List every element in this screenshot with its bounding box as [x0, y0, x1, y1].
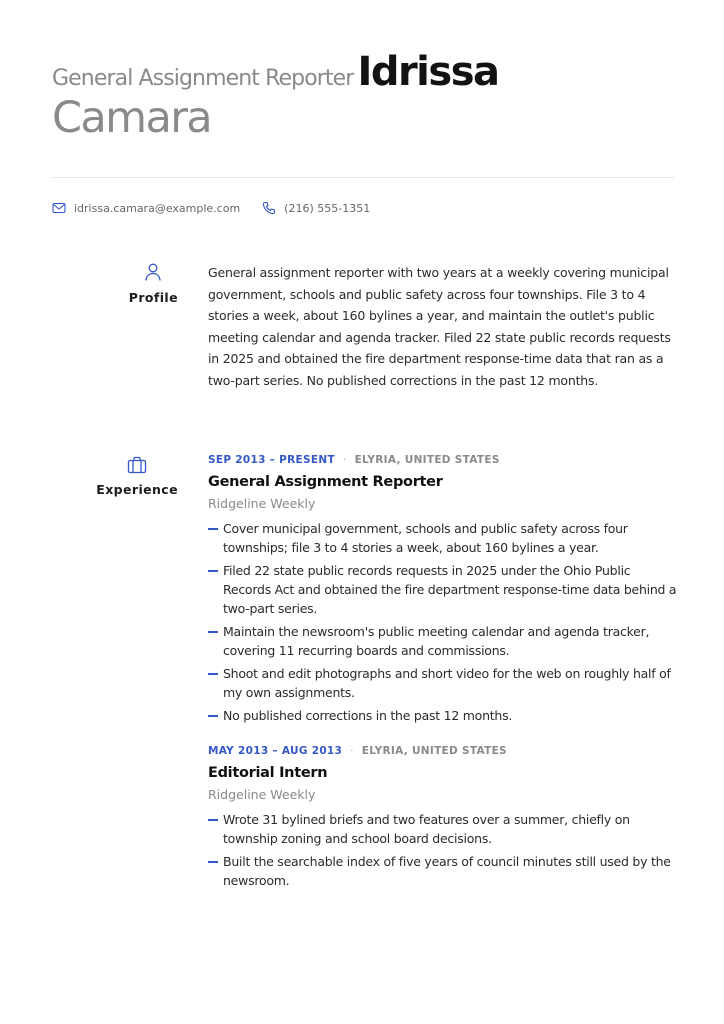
experience-side	[96, 456, 178, 497]
name-line	[52, 49, 674, 95]
job-company: Ridgeline Weekly	[208, 787, 316, 802]
job-bullets	[208, 519, 678, 725]
job-bullet: Cover municipal government, schools and public safety across four townships; file 3 to 4 stories a week, about 160 bylines a year.	[208, 519, 678, 557]
phone-text[interactable]: (216) 555-1351	[284, 201, 371, 215]
profile-summary: General assignment reporter with two years at a weekly covering municipal government, schools and public safety across four townships. File 3 to 4 stories a week, about 160 bylines a year, and maintain the outlet's public meeting calendar and agenda tracker. Filed 22 state public records requests in 2025 and obtained the fire department response-time data that ran as a two-part series. No published corrections in the past 12 months.	[208, 265, 671, 388]
profile-side	[129, 262, 178, 305]
job-title: General Assignment Reporter	[208, 474, 443, 490]
phone-icon	[262, 201, 276, 215]
job-dates: SEP 2013 – PRESENT	[208, 454, 335, 466]
meta-separator: ·	[342, 454, 347, 466]
job-meta	[208, 745, 678, 757]
job-location: ELYRIA, UNITED STATES	[361, 745, 507, 757]
email-contact[interactable]	[52, 202, 240, 215]
experience-body	[208, 454, 678, 910]
experience-heading: Experience	[96, 482, 178, 497]
last-name: Camara	[52, 93, 212, 143]
job-bullet: Built the searchable index of five years of council minutes still used by the newsroom.	[208, 852, 678, 890]
user-icon	[144, 262, 162, 282]
job-role: General Assignment Reporter	[52, 66, 354, 91]
job-title: Editorial Intern	[208, 765, 328, 781]
job-entry	[208, 745, 678, 890]
job-bullet: Filed 22 state public records requests in 2025 under the Ohio Public Records Act and obtained the fire department response-time data behind a two-part series.	[208, 561, 678, 618]
mail-icon	[52, 202, 66, 214]
job-location: ELYRIA, UNITED STATES	[354, 454, 500, 466]
first-name: Idrissa	[357, 49, 499, 95]
contact-bar	[52, 201, 392, 215]
email-text[interactable]: idrissa.camara@example.com	[74, 201, 241, 215]
job-bullet: Shoot and edit photographs and short video for the web on roughly half of my own assignments.	[208, 664, 678, 702]
profile-heading: Profile	[128, 290, 178, 305]
job-dates: MAY 2013 – AUG 2013	[208, 745, 343, 757]
profile-body	[208, 262, 678, 392]
briefcase-icon	[127, 456, 147, 474]
phone-contact[interactable]	[262, 201, 370, 215]
job-bullet: Maintain the newsroom's public meeting calendar and agenda tracker, covering 11 recurring boards and commissions.	[208, 622, 678, 660]
resume-header	[52, 49, 674, 143]
job-bullets	[208, 810, 678, 890]
job-meta	[208, 454, 678, 466]
job-bullet: No published corrections in the past 12 months.	[208, 706, 678, 725]
job-entry	[208, 454, 678, 725]
meta-separator: ·	[350, 745, 354, 757]
header-divider	[52, 177, 674, 178]
job-company: Ridgeline Weekly	[208, 496, 316, 511]
job-bullet: Wrote 31 bylined briefs and two features over a summer, chiefly on township zoning and school board decisions.	[208, 810, 678, 848]
